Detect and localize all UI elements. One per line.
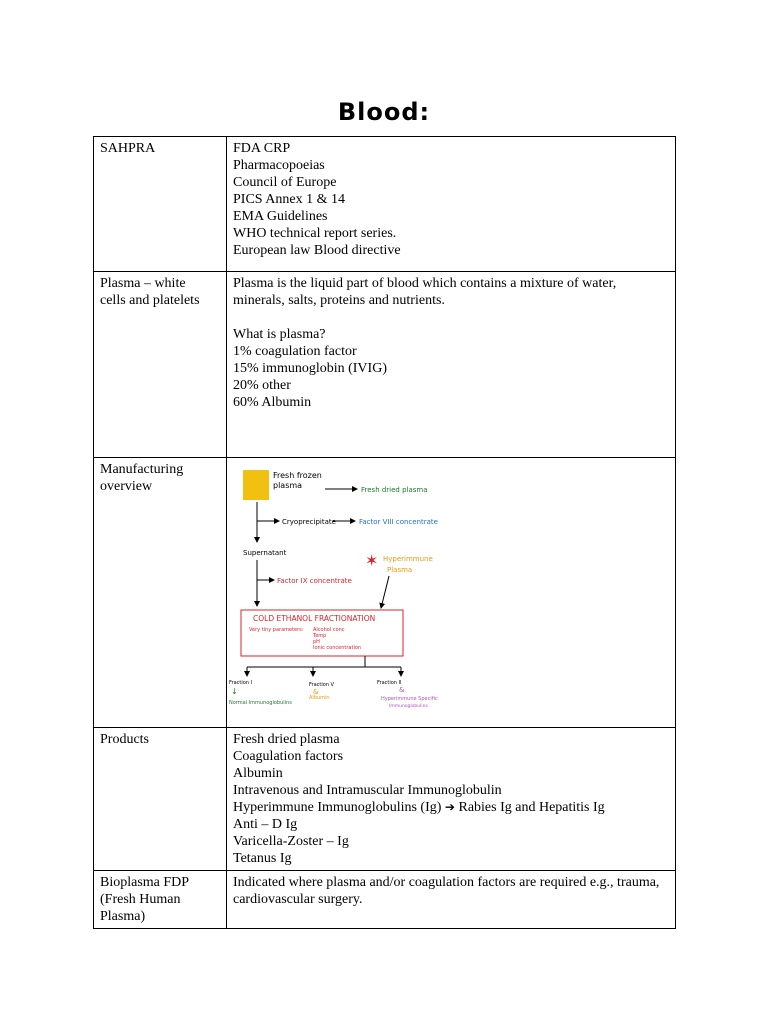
list-item: Coagulation factors: [233, 749, 344, 764]
asterisk-icon: ✶: [365, 551, 379, 570]
manufacturing-diagram: [229, 462, 669, 718]
fresh-frozen-label: Fresh frozen: [273, 471, 322, 480]
list-item: Council of Europe: [233, 175, 337, 190]
hyper-ig-label: Immunoglobulins: [389, 704, 428, 709]
list-item: [233, 799, 669, 816]
list-item: 15% immunoglobin (IVIG): [233, 361, 387, 376]
list-item: PICS Annex 1 & 14: [233, 192, 346, 207]
down-arrow-icon: &: [313, 688, 319, 696]
table-row: [94, 137, 676, 272]
label-line: Plasma – white: [100, 276, 186, 291]
list-item: 20% other: [233, 378, 291, 393]
plasma-question: What is plasma?: [233, 327, 326, 342]
fresh-frozen-label: plasma: [273, 481, 303, 490]
list-item: Tetanus Ig: [233, 851, 292, 866]
list-item: Intravenous and Intramuscular Immunoglobulin: [233, 783, 502, 798]
table-row: [94, 871, 676, 929]
table-row: [94, 728, 676, 871]
list-item: Pharmacopoeias: [233, 158, 325, 173]
row-content: [227, 137, 676, 272]
row-label: [94, 272, 227, 458]
down-arrow-icon: &: [399, 686, 405, 694]
row-label: Products: [94, 728, 227, 871]
row-content: [227, 458, 676, 728]
hyperimmune-label: Plasma: [387, 566, 413, 574]
fractionation-title: COLD ETHANOL FRACTIONATION: [253, 614, 376, 623]
hyperimmune-label: Hyperimmune: [383, 555, 433, 563]
fraction-ii-label: Fraction II: [377, 680, 402, 686]
list-item: 1% coagulation factor: [233, 344, 357, 359]
list-item: Fresh dried plasma: [233, 732, 340, 747]
list-item: FDA CRP: [233, 141, 291, 156]
row-content: Indicated where plasma and/or coagulation factors are required e.g., trauma, cardiovascular surgery.: [227, 871, 676, 929]
row-content: [227, 272, 676, 458]
fresh-dried-label: Fresh dried plasma: [361, 486, 428, 494]
list-item: European law Blood directive: [233, 243, 401, 258]
hyper-before: Hyperimmune Immunoglobulins (Ig): [233, 800, 442, 815]
blood-table: [93, 136, 676, 929]
label-line: Plasma): [100, 909, 146, 924]
row-label: SAHPRA: [94, 137, 227, 272]
hyper-after: Rabies Ig and Hepatitis Ig: [458, 800, 605, 815]
param-item: Ionic concentration: [313, 645, 362, 651]
normal-ig-label: Normal Immunoglobulins: [229, 700, 292, 706]
label-line: Bioplasma FDP: [100, 875, 190, 890]
row-content: [227, 728, 676, 871]
factor-ix-label: Factor IX concentrate: [277, 577, 352, 585]
down-arrow-icon: ↓: [231, 687, 238, 696]
label-line: overview: [100, 479, 153, 494]
label-line: Manufacturing: [100, 462, 184, 477]
list-item: 60% Albumin: [233, 395, 312, 410]
label-line: cells and platelets: [100, 293, 200, 308]
fraction-v-label: Fraction V: [309, 682, 334, 688]
hyper-ig-label: Hyperimmune Specific: [381, 696, 438, 702]
supernatant-label: Supernatant: [243, 549, 287, 557]
params-lead: Very tiny parameters:: [249, 627, 304, 633]
list-item: Anti – D Ig: [233, 817, 298, 832]
right-arrow-icon: ➔: [444, 800, 455, 814]
param-item: pH: [313, 639, 320, 645]
table-row: [94, 458, 676, 728]
cryo-label: Cryoprecipitate: [282, 518, 336, 526]
factor-viii-label: Factor VIII concentrate: [359, 518, 438, 526]
list-item: Albumin: [233, 766, 283, 781]
param-item: Alcohol conc: [313, 627, 345, 633]
param-item: Temp: [313, 633, 327, 639]
list-item: WHO technical report series.: [233, 226, 397, 241]
albumin-label: Albumin: [309, 695, 330, 701]
label-line: (Fresh Human: [100, 892, 181, 907]
row-label: [94, 458, 227, 728]
list-item: Varicella-Zoster – Ig: [233, 834, 349, 849]
page-title: Blood:: [337, 98, 431, 126]
table-row: [94, 272, 676, 458]
fresh-frozen-plasma-box: [243, 470, 269, 500]
fraction-i-label: Fraction I: [229, 680, 253, 686]
row-label: [94, 871, 227, 929]
list-item: EMA Guidelines: [233, 209, 328, 224]
plasma-intro: Plasma is the liquid part of blood which contains a mixture of water, minerals, salts, proteins and nutrients.: [233, 276, 617, 308]
